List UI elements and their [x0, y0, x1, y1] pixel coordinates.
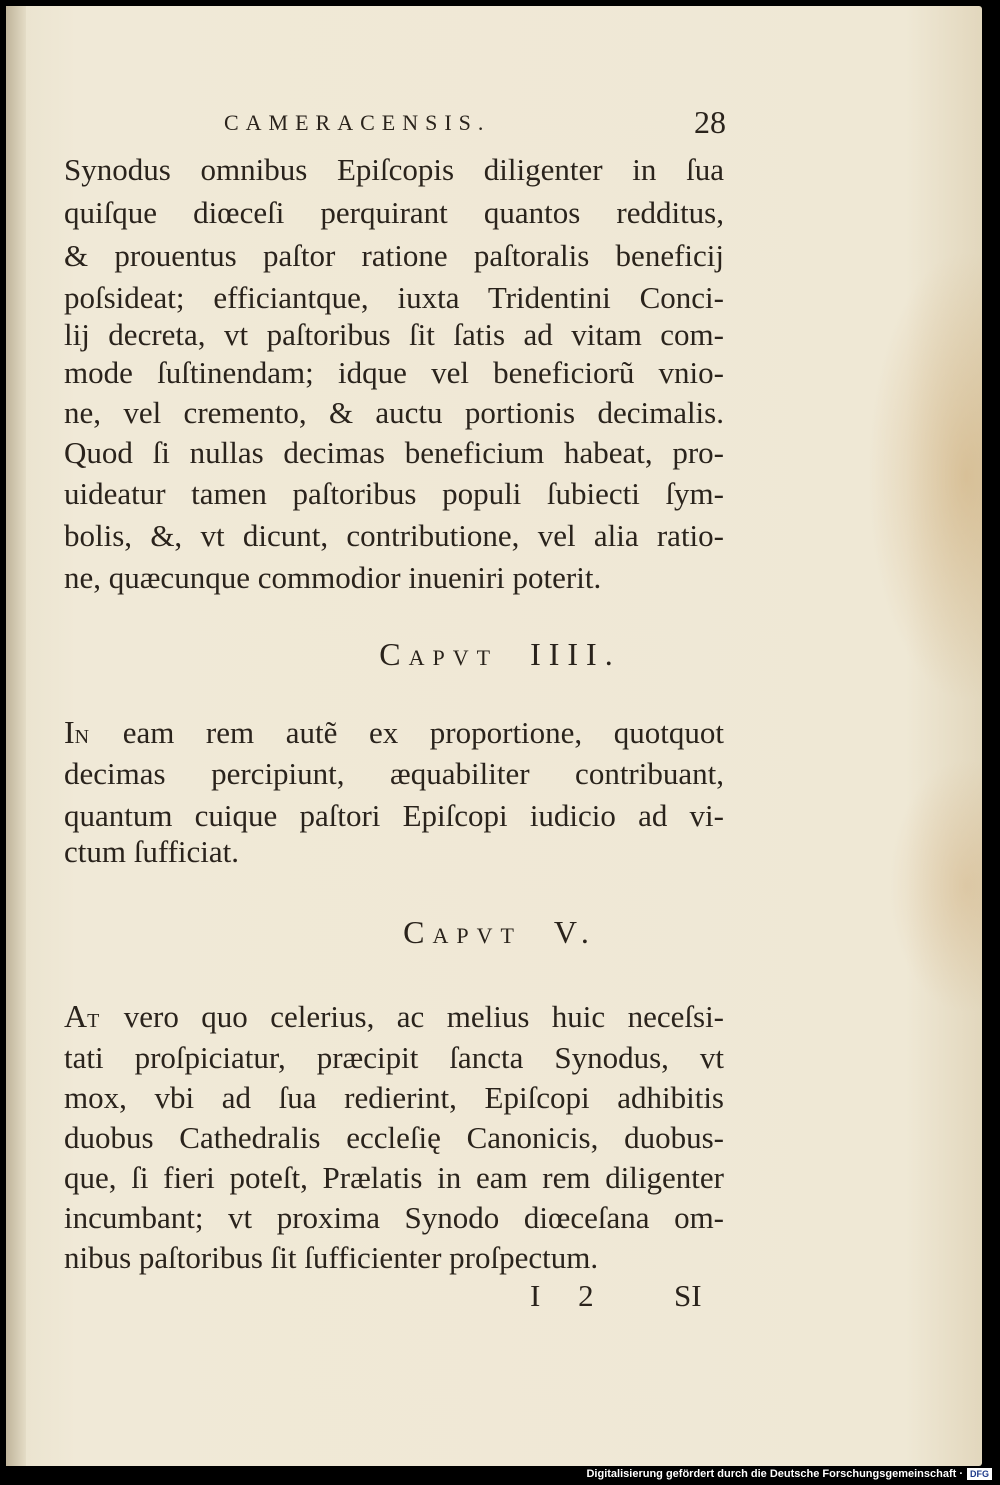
text-line: mode ſuſtinendam; idque vel beneficiorũ vnio-	[64, 355, 724, 390]
text-line: tati proſpiciatur, præcipit ſancta Synodus, vt	[64, 1040, 724, 1075]
text-line: nibus paſtoribus ſit ſufficienter proſpectum.	[64, 1240, 599, 1275]
running-head: CAMERACENSIS.	[224, 110, 491, 135]
first-line-text: vero quo celerius, ac melius huic neceſsi-	[123, 999, 725, 1034]
heading-initial: C	[403, 914, 433, 950]
text-line: lij decreta, vt paſtoribus ſit ſatis ad vitam com-	[64, 317, 724, 352]
text-line: & prouentus paſtor ratione paſtoralis beneficij	[64, 238, 724, 273]
heading-numeral: V.	[553, 914, 597, 950]
text-line: duobus Cathedralis eccleſię Canonicis, duobus-	[64, 1120, 724, 1155]
page-number: 28	[694, 104, 726, 140]
text-line: Quod ſi nullas decimas beneficium habeat, pro-	[64, 435, 724, 470]
signature-mark: I 2	[530, 1278, 594, 1313]
page-header	[216, 104, 726, 144]
chapter-heading	[0, 914, 1000, 951]
text-line: mox, vbi ad ſua redierint, Epiſcopi adhibitis	[64, 1080, 724, 1115]
first-line-text: eam rem autẽ ex proportione, quotquot	[122, 715, 724, 750]
dfg-logo-icon[interactable]: DFG	[967, 1468, 992, 1480]
text-line: decimas percipiunt, æquabiliter contribuant,	[64, 756, 724, 791]
heading-initial: C	[379, 636, 409, 672]
text-line: incumbant; vt proxima Synodo diœceſana om-	[64, 1200, 724, 1235]
text-line-initial	[64, 996, 724, 1041]
text-line: que, ſi fieri poteſt, Prælatis in eam rem diligenter	[64, 1160, 724, 1195]
text-line: quantum cuique paſtori Epiſcopi iudicio ad vi-	[64, 798, 724, 833]
text-line: ctum ſufficiat.	[64, 834, 240, 869]
text-line: poſsideat; efficiantque, iuxta Tridentini Conci-	[64, 280, 724, 315]
page-gutter	[6, 6, 26, 1466]
text-line: Synodus omnibus Epiſcopis diligenter in ſua	[64, 152, 724, 187]
text-line-initial	[64, 712, 724, 757]
heading-numeral: IIII.	[530, 636, 621, 672]
chapter-heading	[0, 636, 1000, 673]
text-line: bolis, &, vt dicunt, contributione, vel alia ratio-	[64, 518, 724, 553]
catchword: SI	[674, 1278, 702, 1313]
text-line: uideatur tamen paſtoribus populi ſubiecti ſym-	[64, 476, 724, 511]
heading-smallcaps: APVT	[432, 923, 522, 948]
initial-letter: A	[64, 998, 88, 1034]
viewer-footer	[586, 1467, 992, 1481]
text-line: ne, quæcunque commodior inueniri poterit.	[64, 560, 602, 595]
funding-notice: Digitalisierung gefördert durch die Deutsche Forschungsgemeinschaft ·	[586, 1468, 963, 1480]
text-line: ne, vel cremento, & auctu portionis decimalis.	[64, 395, 724, 430]
initial-smallcaps: T	[87, 1010, 102, 1032]
initial-letter: I	[64, 714, 75, 750]
initial-smallcaps: N	[74, 726, 92, 748]
text-line: quiſque diœceſi perquirant quantos redditus,	[64, 195, 724, 230]
heading-smallcaps: APVT	[408, 645, 499, 670]
